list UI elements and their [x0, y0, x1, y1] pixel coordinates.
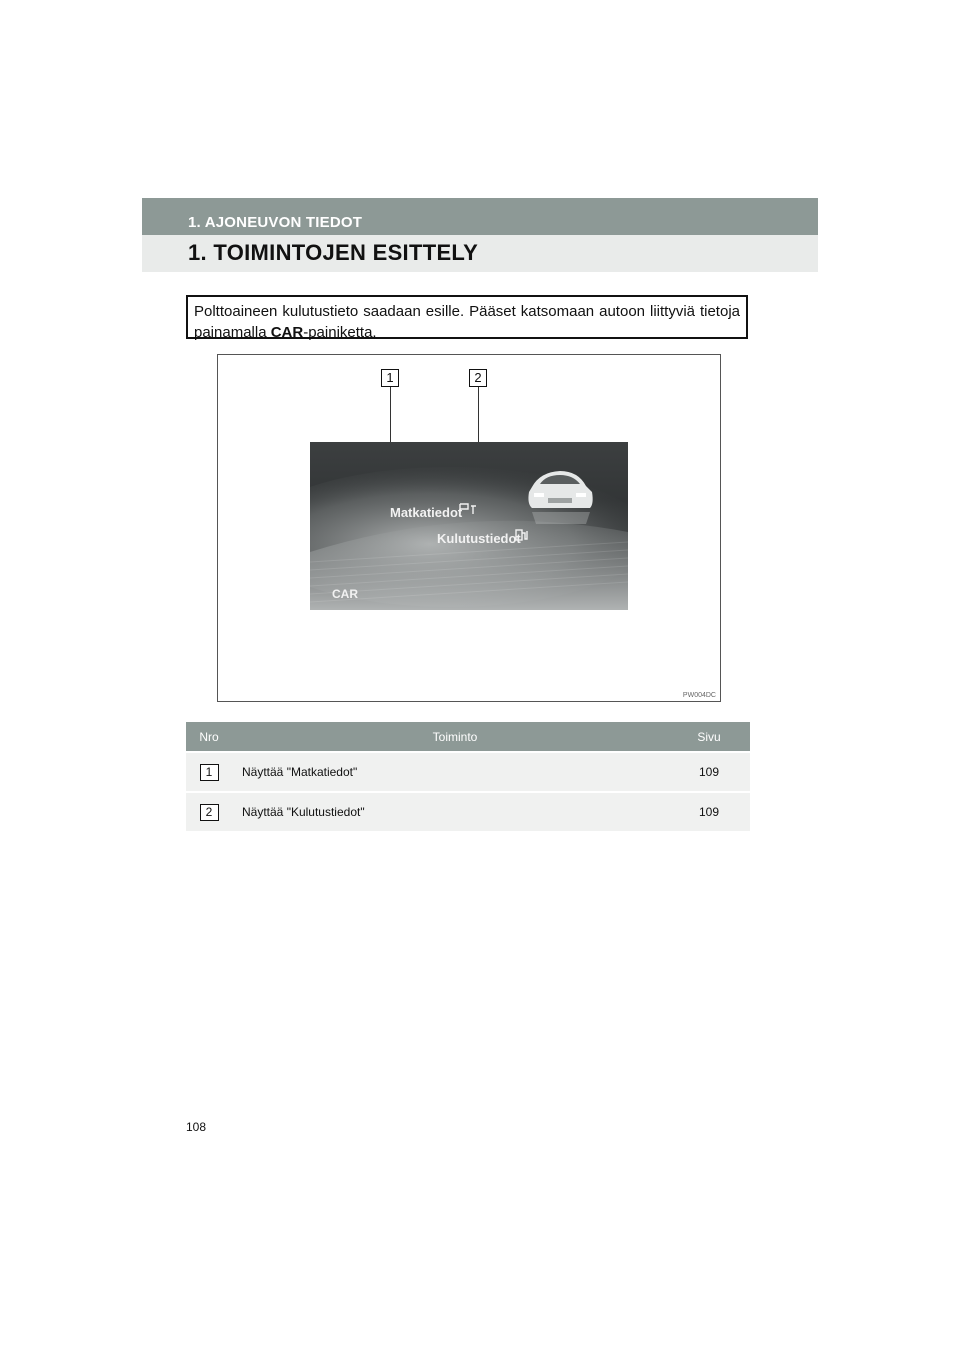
- intro-text-end: -painiketta.: [303, 324, 377, 341]
- table-row: [186, 791, 750, 831]
- car-menu-screen: [310, 442, 628, 610]
- trip-info-menu-item[interactable]: Matkatiedot: [390, 505, 463, 520]
- car-screen-figure: [217, 354, 721, 702]
- number-badge: 2: [200, 804, 219, 821]
- car-menu-screen-art: [310, 442, 628, 610]
- header-nro: Nro: [186, 722, 232, 751]
- car-screen-label: CAR: [332, 587, 358, 601]
- row-function: Näyttää "Kulutustiedot": [232, 791, 668, 831]
- row-page[interactable]: 109: [668, 751, 750, 791]
- figure-code: PW004DC: [682, 692, 716, 699]
- intro-text: Polttoaineen kulutustieto saadaan esille. Pääset katsomaan autoon liittyviä tietoja painamalla: [194, 303, 740, 341]
- header-function: Toiminto: [232, 722, 668, 751]
- number-badge: 1: [200, 764, 219, 781]
- function-table: [186, 722, 750, 831]
- callout-2: 2: [469, 369, 487, 387]
- section-header: [142, 235, 818, 272]
- row-function: Näyttää "Matkatiedot": [232, 751, 668, 791]
- header-page: Sivu: [668, 722, 750, 751]
- chapter-header: [142, 198, 818, 235]
- intro-box: [186, 295, 748, 339]
- page-number: 108: [186, 1120, 207, 1134]
- section-title: 1. TOIMINTOJEN ESITTELY: [188, 240, 479, 265]
- table-row: [186, 751, 750, 791]
- row-nro-cell: [186, 791, 232, 831]
- table-header-row: [186, 722, 750, 751]
- row-nro-cell: [186, 751, 232, 791]
- car-button-label: CAR: [270, 324, 304, 341]
- callout-1: 1: [381, 369, 399, 387]
- chapter-title: 1. AJONEUVON TIEDOT: [188, 214, 363, 231]
- consumption-info-menu-item[interactable]: Kulutustiedot: [437, 531, 521, 546]
- row-page[interactable]: 109: [668, 791, 750, 831]
